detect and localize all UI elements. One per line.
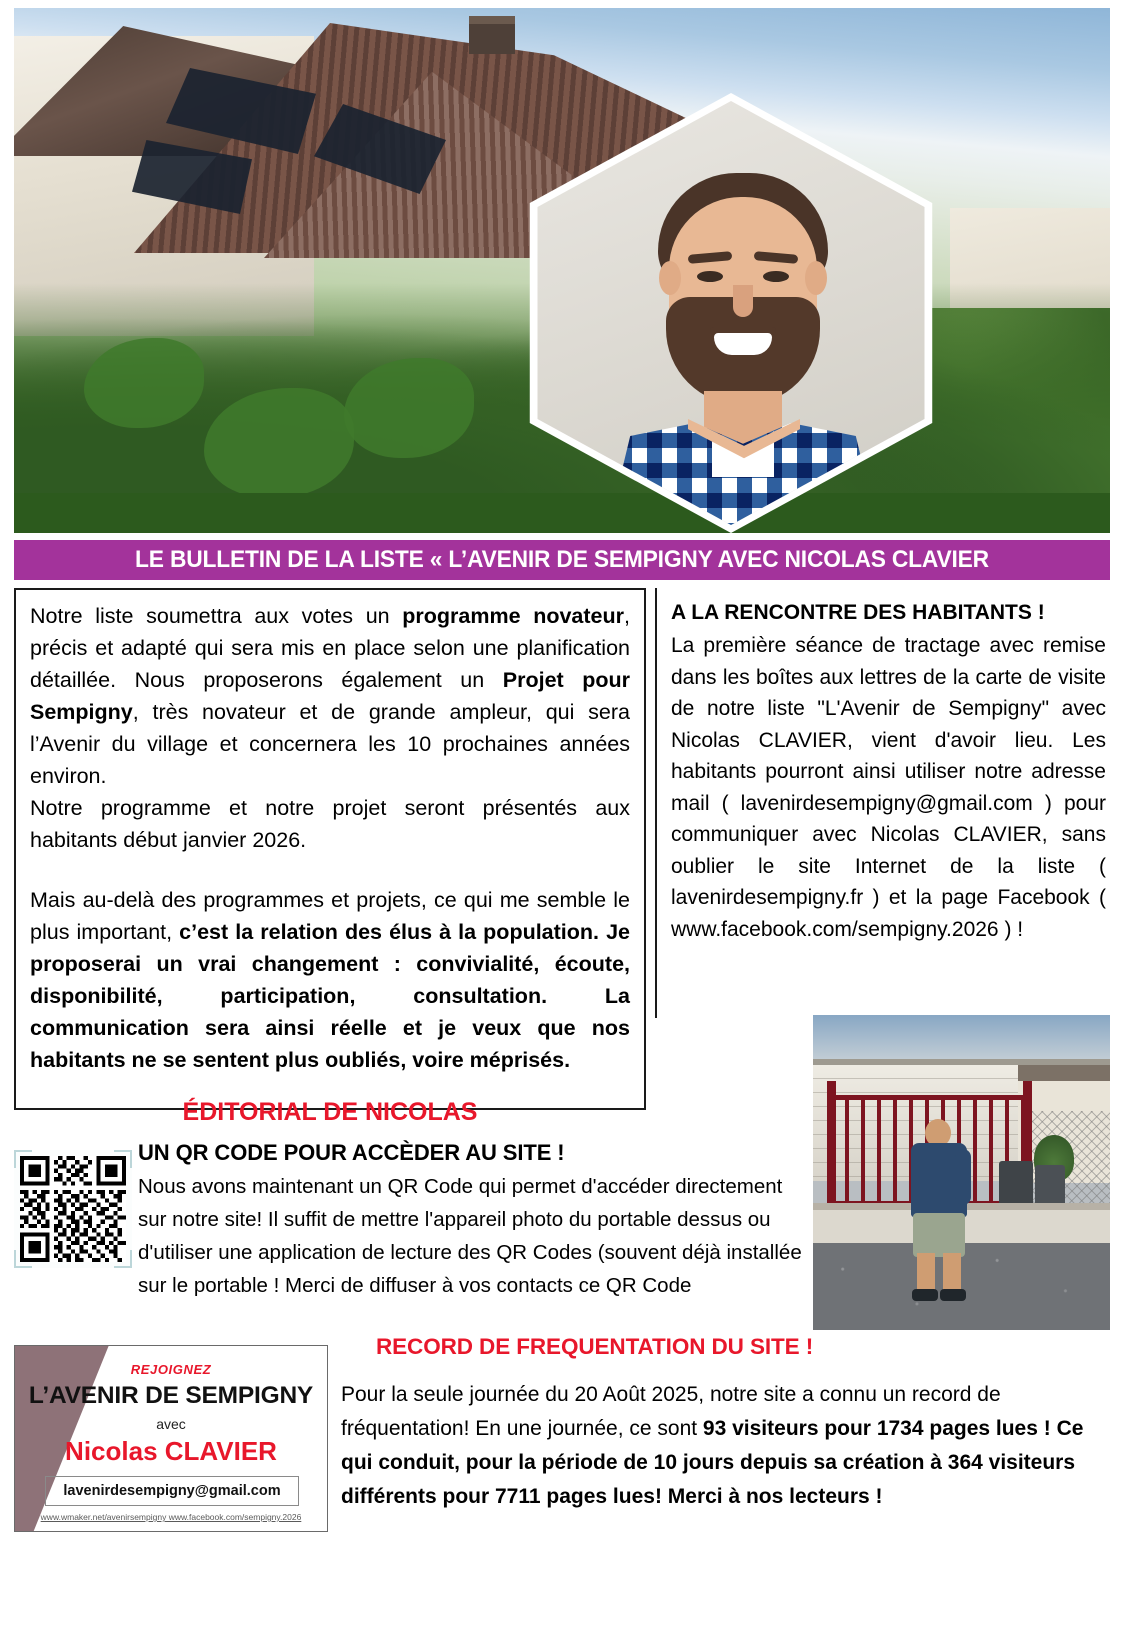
para3-part1: Mais au-delà des programmes et projets, ce qui me semble le plus important, <box>30 888 630 944</box>
editorial-paragraph-1 <box>30 600 630 792</box>
qr-body: Nous avons maintenant un QR Code qui permet d'accéder directement sur notre site! Il suffit de mettre l'appareil photo du portable dessus ou d'utiliser une application de lecture des QR Codes (souvent déjà installée sur le portable ! Merci de diffuser à vos contacts ce QR Code <box>138 1175 802 1297</box>
portrait-image <box>506 101 956 525</box>
portrait-hexagon <box>497 93 965 533</box>
person-leg-right <box>943 1253 961 1293</box>
para1-bold1: programme novateur <box>402 604 625 628</box>
card-list-name: L’AVENIR DE SEMPIGNY <box>28 1382 314 1409</box>
card-email: lavenirdesempigny@gmail.com <box>63 1483 281 1499</box>
qr-text-block <box>138 1140 810 1302</box>
side-house-roof <box>1018 1065 1110 1081</box>
record-body <box>341 1378 1086 1514</box>
person-shorts <box>913 1213 965 1257</box>
qr-code-container <box>14 1150 132 1268</box>
record-heading: RECORD DE FREQUENTATION DU SITE ! <box>376 1334 814 1359</box>
nose <box>733 285 753 317</box>
person-shoe-right <box>940 1289 966 1301</box>
ear-right <box>805 261 827 295</box>
bulletin-title-bar <box>14 540 1110 580</box>
card-candidate-name: Nicolas CLAVIER <box>65 1436 277 1466</box>
rencontre-habitants-section <box>655 588 1110 1018</box>
paragraph-spacer <box>30 856 630 884</box>
card-email-box <box>45 1476 299 1506</box>
para3-bold1: c’est la relation des élus à la population. Je proposerai un vrai changement : convivialité, écoute, disponibilité, participation, consultation. La communication sera ainsi réelle et je veux que nos habitants ne se sentent plus oubliés, voire méprisés. <box>30 920 630 1072</box>
rencontre-heading: A LA RENCONTRE DES HABITANTS ! <box>671 601 1045 624</box>
qr-code-icon[interactable] <box>20 1156 126 1262</box>
person-leg-left <box>917 1253 935 1293</box>
person-shoe-left <box>912 1289 938 1301</box>
card-rejoignez-label: REJOIGNEZ <box>130 1362 212 1377</box>
para1-part1: Notre liste soumettra aux votes un <box>30 604 403 628</box>
business-card <box>14 1345 328 1532</box>
gate-post-left <box>827 1081 836 1213</box>
smile <box>714 333 772 355</box>
editorial-text <box>30 600 630 1076</box>
card-urls: www.wmaker.net/avenirsempigny www.facebook.com/sempigny.2026 <box>40 1512 302 1522</box>
para1-bold2: Projet pour Sempigny <box>30 668 630 724</box>
eye-left <box>697 271 723 282</box>
editorial-heading: ÉDITORIAL DE NICOLAS <box>182 1098 478 1126</box>
gate-top-rail <box>829 1095 1029 1100</box>
record-body-part1: Pour la seule journée du 20 Août 2025, notre site a connu un record de fréquentation! En une journée, ce sont <box>341 1383 1001 1440</box>
chimney <box>469 16 515 54</box>
para1-part2: , précis et adapté qui sera mis en place selon une planification détaillée. Nous proposerons également un <box>30 604 630 692</box>
eye-right <box>763 271 789 282</box>
hero-photo <box>14 8 1110 533</box>
person-arm <box>955 1149 971 1205</box>
card-avec-label: avec <box>156 1416 186 1432</box>
para1-part3: , très novateur et de grande ampleur, qui sera l’Avenir du village et concernera les 10 prochaines années environ. <box>30 700 630 788</box>
tractage-photo <box>813 1015 1110 1330</box>
record-body-bold: 93 visiteurs pour 1734 pages lues ! Ce qui conduit, pour la période de 10 jours depuis sa création à 364 visiteurs différents pour 7711 pages lues! Merci à nos lecteurs ! <box>341 1417 1084 1508</box>
card-content <box>15 1346 327 1531</box>
rencontre-body: La première séance de tractage avec remise dans les boîtes aux lettres de la carte de visite de notre liste "L'Avenir de Sempigny" avec Nicolas CLAVIER, vient d'avoir lieu. Les habitants pourront ainsi utiliser notre adresse mail ( lavenirdesempigny@gmail.com ) pour communiquer avec Nicolas CLAVIER, sans oublier le site Internet de la liste ( lavenirdesempigny.fr ) et la page Facebook ( www.facebook.com/sempigny.2026 ) ! <box>671 634 1106 941</box>
editorial-paragraph-3 <box>30 884 630 1076</box>
bulletin-title: LE BULLETIN DE LA LISTE « L’AVENIR DE SEMPIGNY AVEC NICOLAS CLAVIER <box>135 546 989 573</box>
editorial-box <box>14 588 646 1126</box>
qr-heading: UN QR CODE POUR ACCÈDER AU SITE ! <box>138 1140 565 1165</box>
ear-left <box>659 261 681 295</box>
editorial-paragraph-2: Notre programme et notre projet seront présentés aux habitants début janvier 2026. <box>30 796 630 852</box>
